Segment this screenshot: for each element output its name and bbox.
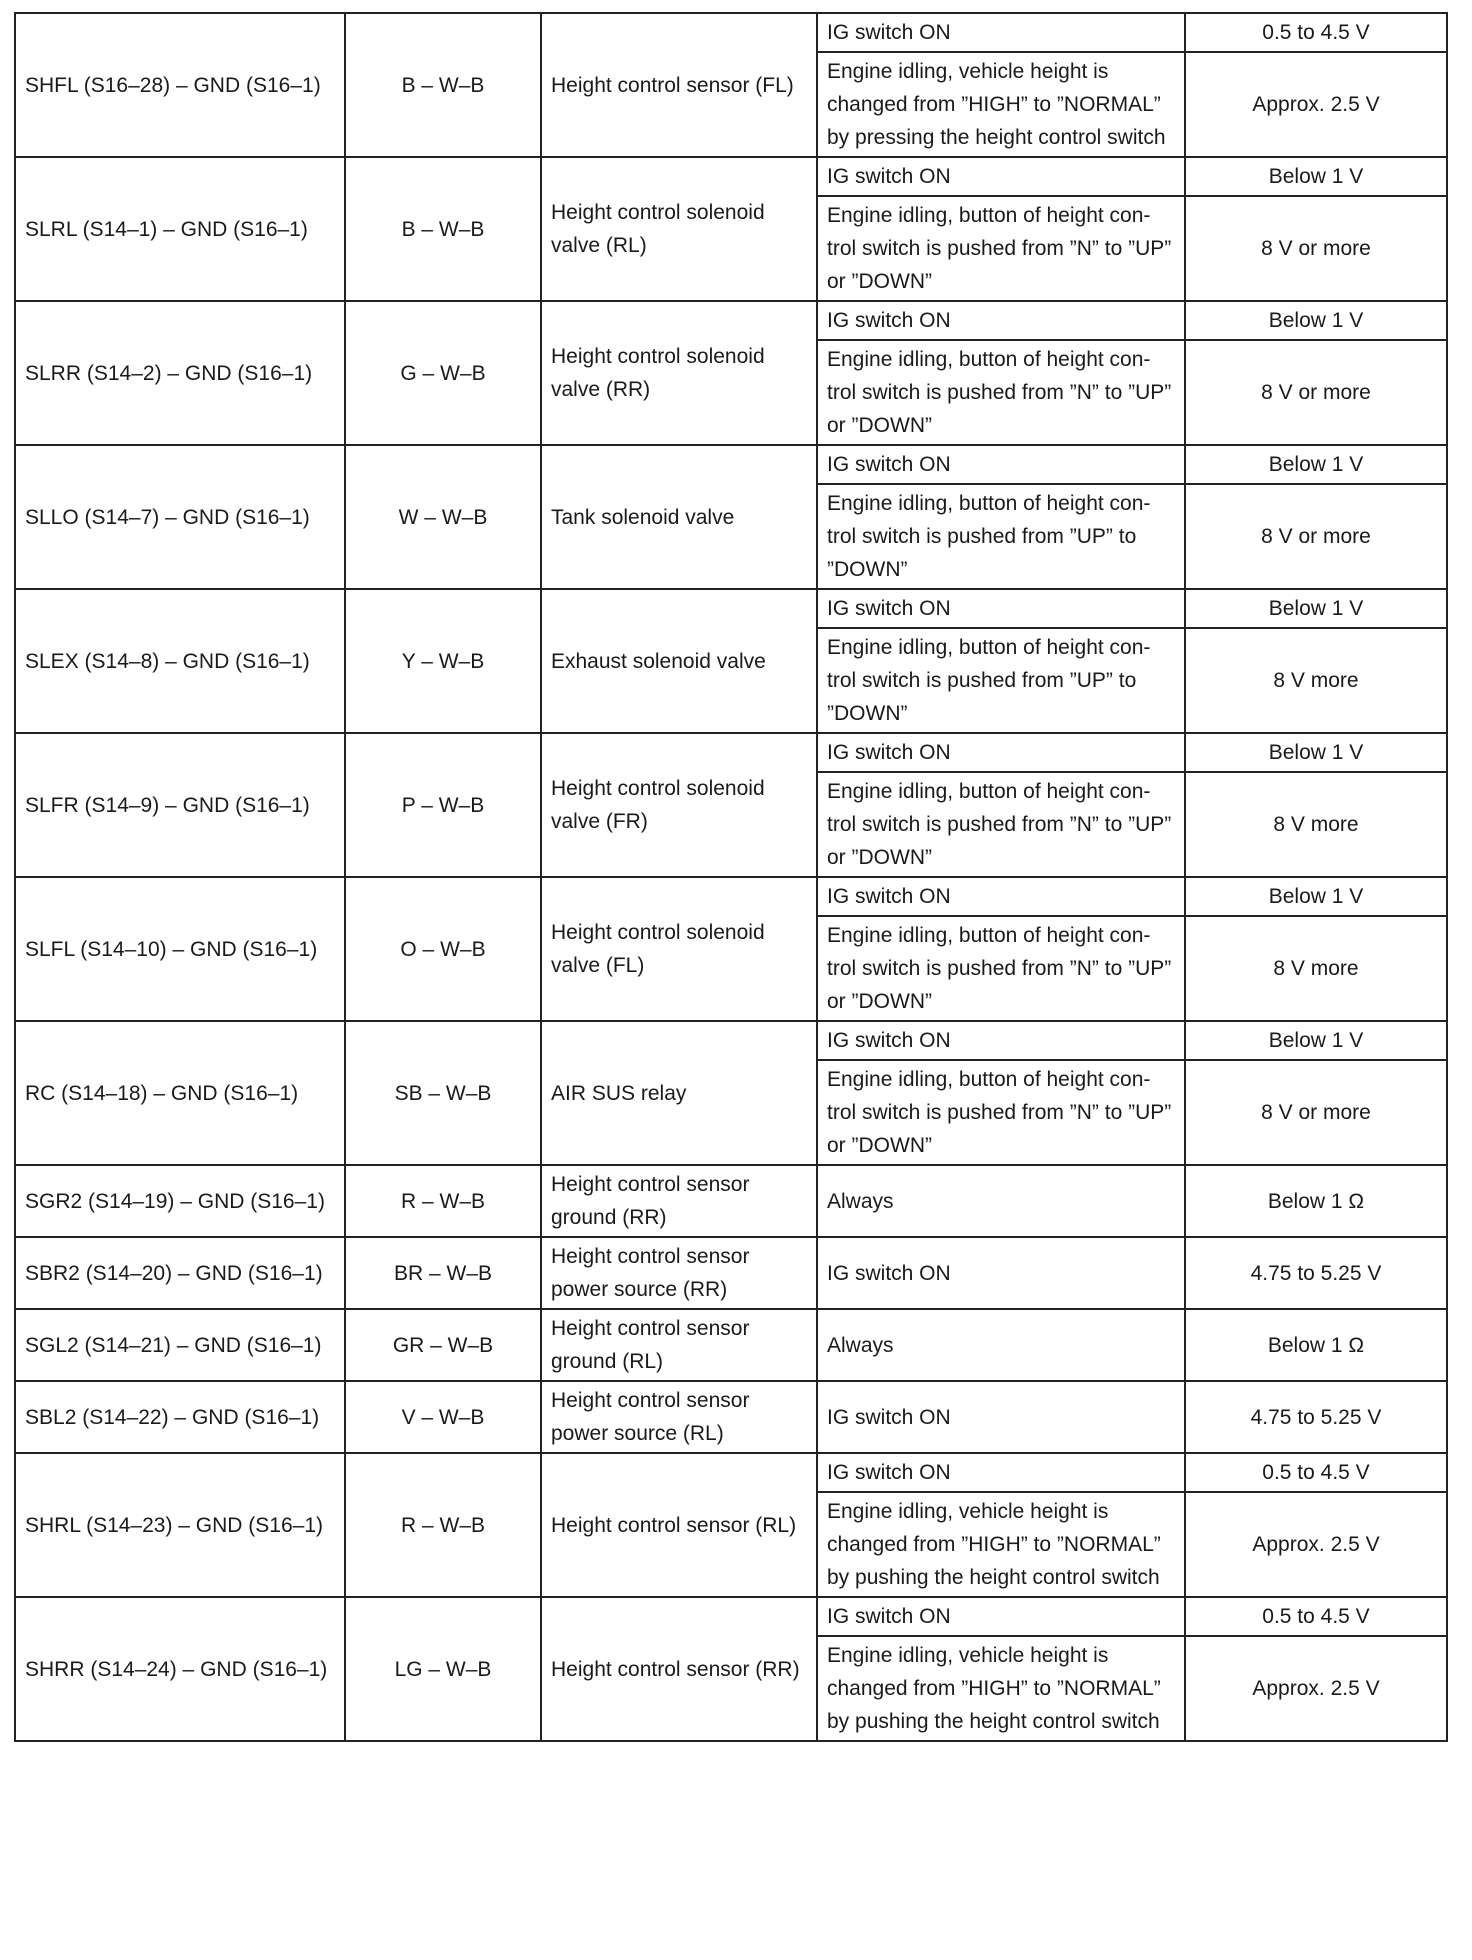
table-row xyxy=(15,1453,1447,1492)
condition-cell: IG switch ON xyxy=(817,1453,1185,1492)
description-cell: Height control sensor power source (RR) xyxy=(541,1237,817,1309)
terminal-cell: SHRR (S14–24) – GND (S16–1) xyxy=(15,1597,345,1741)
description-cell: Height control solenoid valve (RL) xyxy=(541,157,817,301)
spec-cell: Below 1 V xyxy=(1185,1021,1447,1060)
description-cell: Exhaust solenoid valve xyxy=(541,589,817,733)
spec-cell: 0.5 to 4.5 V xyxy=(1185,1453,1447,1492)
condition-cell: IG switch ON xyxy=(817,1381,1185,1453)
spec-cell: 8 V more xyxy=(1185,628,1447,733)
wiring-color-cell: Y – W–B xyxy=(345,589,541,733)
condition-cell: Engine idling, vehicle height is changed from ”HIGH” to ”NORMAL” by pushing the height control switch xyxy=(817,1636,1185,1741)
terminal-inspection-table xyxy=(14,12,1448,1742)
spec-cell: Below 1 V xyxy=(1185,157,1447,196)
condition-cell: Engine idling, button of height con-trol switch is pushed from ”UP” to ”DOWN” xyxy=(817,484,1185,589)
description-cell: Height control sensor ground (RR) xyxy=(541,1165,817,1237)
table-row xyxy=(15,445,1447,484)
description-cell: Height control sensor power source (RL) xyxy=(541,1381,817,1453)
spec-cell: Below 1 V xyxy=(1185,301,1447,340)
table-row xyxy=(15,13,1447,52)
condition-cell: Engine idling, button of height con-trol switch is pushed from ”N” to ”UP” or ”DOWN” xyxy=(817,772,1185,877)
wiring-color-cell: R – W–B xyxy=(345,1453,541,1597)
condition-cell: IG switch ON xyxy=(817,589,1185,628)
spec-cell: Below 1 V xyxy=(1185,877,1447,916)
terminal-cell: SGR2 (S14–19) – GND (S16–1) xyxy=(15,1165,345,1237)
terminal-cell: RC (S14–18) – GND (S16–1) xyxy=(15,1021,345,1165)
terminal-cell: SLRL (S14–1) – GND (S16–1) xyxy=(15,157,345,301)
table-body xyxy=(15,13,1447,1741)
table-row xyxy=(15,733,1447,772)
condition-cell: Always xyxy=(817,1165,1185,1237)
description-cell: Height control solenoid valve (RR) xyxy=(541,301,817,445)
description-cell: Height control solenoid valve (FR) xyxy=(541,733,817,877)
spec-cell: 4.75 to 5.25 V xyxy=(1185,1381,1447,1453)
wiring-color-cell: O – W–B xyxy=(345,877,541,1021)
terminal-cell: SLFL (S14–10) – GND (S16–1) xyxy=(15,877,345,1021)
terminal-cell: SLFR (S14–9) – GND (S16–1) xyxy=(15,733,345,877)
table-row xyxy=(15,1597,1447,1636)
description-cell: Height control solenoid valve (FL) xyxy=(541,877,817,1021)
table-row xyxy=(15,1309,1447,1381)
table-row xyxy=(15,877,1447,916)
spec-cell: 0.5 to 4.5 V xyxy=(1185,1597,1447,1636)
condition-cell: Engine idling, button of height con-trol switch is pushed from ”UP” to ”DOWN” xyxy=(817,628,1185,733)
table-row xyxy=(15,301,1447,340)
spec-cell: 8 V or more xyxy=(1185,1060,1447,1165)
condition-cell: Engine idling, button of height con-trol switch is pushed from ”N” to ”UP” or ”DOWN” xyxy=(817,1060,1185,1165)
condition-cell: Engine idling, vehicle height is changed from ”HIGH” to ”NORMAL” by pushing the height control switch xyxy=(817,1492,1185,1597)
description-cell: Height control sensor ground (RL) xyxy=(541,1309,817,1381)
terminal-cell: SGL2 (S14–21) – GND (S16–1) xyxy=(15,1309,345,1381)
description-cell: Height control sensor (RL) xyxy=(541,1453,817,1597)
table-row xyxy=(15,157,1447,196)
table-row xyxy=(15,1237,1447,1309)
condition-cell: IG switch ON xyxy=(817,1597,1185,1636)
wiring-color-cell: P – W–B xyxy=(345,733,541,877)
terminal-cell: SLRR (S14–2) – GND (S16–1) xyxy=(15,301,345,445)
wiring-color-cell: B – W–B xyxy=(345,157,541,301)
table-row xyxy=(15,1021,1447,1060)
condition-cell: Engine idling, button of height con-trol switch is pushed from ”N” to ”UP” or ”DOWN” xyxy=(817,916,1185,1021)
wiring-color-cell: SB – W–B xyxy=(345,1021,541,1165)
wiring-color-cell: G – W–B xyxy=(345,301,541,445)
wiring-color-cell: BR – W–B xyxy=(345,1237,541,1309)
condition-cell: IG switch ON xyxy=(817,733,1185,772)
wiring-color-cell: GR – W–B xyxy=(345,1309,541,1381)
spec-cell: 8 V or more xyxy=(1185,484,1447,589)
spec-cell: 0.5 to 4.5 V xyxy=(1185,13,1447,52)
spec-cell: Below 1 Ω xyxy=(1185,1309,1447,1381)
condition-cell: IG switch ON xyxy=(817,13,1185,52)
condition-cell: IG switch ON xyxy=(817,877,1185,916)
condition-cell: Always xyxy=(817,1309,1185,1381)
spec-cell: Approx. 2.5 V xyxy=(1185,1636,1447,1741)
condition-cell: Engine idling, button of height con-trol switch is pushed from ”N” to ”UP” or ”DOWN” xyxy=(817,340,1185,445)
wiring-color-cell: R – W–B xyxy=(345,1165,541,1237)
spec-cell: 8 V more xyxy=(1185,916,1447,1021)
wiring-color-cell: V – W–B xyxy=(345,1381,541,1453)
terminal-cell: SLLO (S14–7) – GND (S16–1) xyxy=(15,445,345,589)
description-cell: Height control sensor (FL) xyxy=(541,13,817,157)
wiring-color-cell: B – W–B xyxy=(345,13,541,157)
description-cell: Tank solenoid valve xyxy=(541,445,817,589)
condition-cell: IG switch ON xyxy=(817,157,1185,196)
spec-cell: 4.75 to 5.25 V xyxy=(1185,1237,1447,1309)
table-row xyxy=(15,1381,1447,1453)
spec-cell: 8 V more xyxy=(1185,772,1447,877)
table-row xyxy=(15,1165,1447,1237)
terminal-cell: SHRL (S14–23) – GND (S16–1) xyxy=(15,1453,345,1597)
spec-cell: Below 1 V xyxy=(1185,589,1447,628)
table-row xyxy=(15,589,1447,628)
terminal-cell: SBR2 (S14–20) – GND (S16–1) xyxy=(15,1237,345,1309)
terminal-cell: SLEX (S14–8) – GND (S16–1) xyxy=(15,589,345,733)
condition-cell: IG switch ON xyxy=(817,445,1185,484)
spec-cell: 8 V or more xyxy=(1185,340,1447,445)
terminal-cell: SHFL (S16–28) – GND (S16–1) xyxy=(15,13,345,157)
terminal-cell: SBL2 (S14–22) – GND (S16–1) xyxy=(15,1381,345,1453)
spec-cell: Below 1 V xyxy=(1185,445,1447,484)
wiring-color-cell: W – W–B xyxy=(345,445,541,589)
condition-cell: Engine idling, vehicle height is changed from ”HIGH” to ”NORMAL” by pressing the height control switch xyxy=(817,52,1185,157)
description-cell: Height control sensor (RR) xyxy=(541,1597,817,1741)
condition-cell: Engine idling, button of height con-trol switch is pushed from ”N” to ”UP” or ”DOWN” xyxy=(817,196,1185,301)
description-cell: AIR SUS relay xyxy=(541,1021,817,1165)
condition-cell: IG switch ON xyxy=(817,1021,1185,1060)
wiring-color-cell: LG – W–B xyxy=(345,1597,541,1741)
spec-cell: Approx. 2.5 V xyxy=(1185,52,1447,157)
spec-cell: Approx. 2.5 V xyxy=(1185,1492,1447,1597)
condition-cell: IG switch ON xyxy=(817,301,1185,340)
spec-cell: 8 V or more xyxy=(1185,196,1447,301)
condition-cell: IG switch ON xyxy=(817,1237,1185,1309)
spec-cell: Below 1 Ω xyxy=(1185,1165,1447,1237)
spec-cell: Below 1 V xyxy=(1185,733,1447,772)
